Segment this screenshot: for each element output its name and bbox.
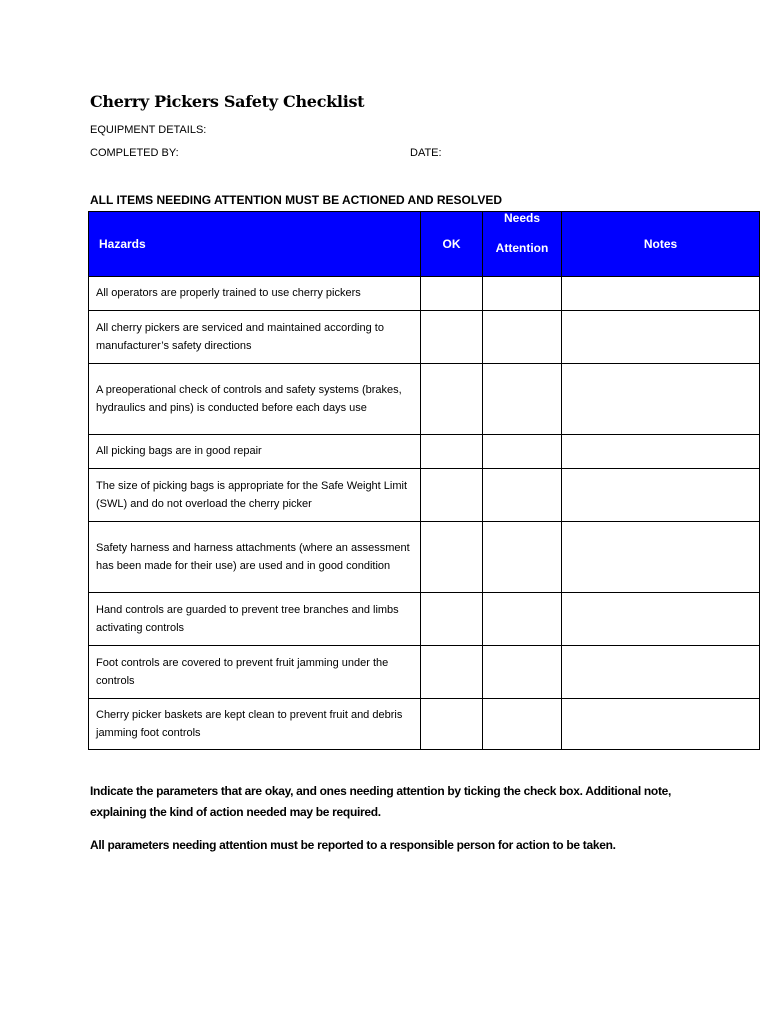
notes-cell[interactable] xyxy=(562,593,760,646)
needs-attention-checkbox-cell[interactable] xyxy=(483,699,562,750)
notes-cell[interactable] xyxy=(562,522,760,593)
table-row xyxy=(89,646,760,699)
table-row xyxy=(89,522,760,593)
hazard-cell: Foot controls are covered to prevent fruit jamming under the controls xyxy=(89,646,421,699)
hazard-cell: The size of picking bags is appropriate for the Safe Weight Limit (SWL) and do not overload the cherry picker xyxy=(89,469,421,522)
notes-cell[interactable] xyxy=(562,277,760,311)
needs-attention-checkbox-cell[interactable] xyxy=(483,469,562,522)
table-row xyxy=(89,277,760,311)
hazard-cell: A preoperational check of controls and safety systems (brakes, hydraulics and pins) is conducted before each days use xyxy=(89,364,421,435)
table-row xyxy=(89,435,760,469)
ok-checkbox-cell[interactable] xyxy=(421,364,483,435)
needs-attention-checkbox-cell[interactable] xyxy=(483,435,562,469)
hazard-cell: All cherry pickers are serviced and maintained according to manufacturer’s safety directions xyxy=(89,311,421,364)
notes-cell[interactable] xyxy=(562,646,760,699)
completed-by-label: COMPLETED BY: xyxy=(90,147,179,159)
ok-checkbox-cell[interactable] xyxy=(421,277,483,311)
table-row xyxy=(89,311,760,364)
column-header-needs-attention xyxy=(483,212,562,277)
needs-attention-checkbox-cell[interactable] xyxy=(483,646,562,699)
page-title: Cherry Pickers Safety Checklist xyxy=(90,92,365,111)
ok-checkbox-cell[interactable] xyxy=(421,699,483,750)
notes-cell[interactable] xyxy=(562,469,760,522)
table-row xyxy=(89,469,760,522)
notes-cell[interactable] xyxy=(562,364,760,435)
hazard-cell: All operators are properly trained to use cherry pickers xyxy=(89,277,421,311)
needs-attention-checkbox-cell[interactable] xyxy=(483,364,562,435)
ok-checkbox-cell[interactable] xyxy=(421,469,483,522)
column-header-hazards: Hazards xyxy=(89,212,421,277)
needs-attention-checkbox-cell[interactable] xyxy=(483,522,562,593)
table-row xyxy=(89,593,760,646)
needs-attention-checkbox-cell[interactable] xyxy=(483,593,562,646)
hazard-cell: Hand controls are guarded to prevent tree branches and limbs activating controls xyxy=(89,593,421,646)
notes-cell[interactable] xyxy=(562,435,760,469)
ok-checkbox-cell[interactable] xyxy=(421,593,483,646)
notes-cell[interactable] xyxy=(562,311,760,364)
needs-attention-checkbox-cell[interactable] xyxy=(483,277,562,311)
hazard-cell: All picking bags are in good repair xyxy=(89,435,421,469)
column-header-ok: OK xyxy=(421,212,483,277)
instructions-paragraph: Indicate the parameters that are okay, and ones needing attention by ticking the check box. Additional note, explaining the kind of action needed may be required. xyxy=(90,784,672,819)
safety-checklist-table xyxy=(88,211,760,750)
needs-header-line-1: Needs xyxy=(503,211,541,225)
needs-attention-checkbox-cell[interactable] xyxy=(483,311,562,364)
section-heading: ALL ITEMS NEEDING ATTENTION MUST BE ACTIONED AND RESOLVED xyxy=(90,193,503,207)
ok-checkbox-cell[interactable] xyxy=(421,522,483,593)
table-row xyxy=(89,699,760,750)
hazard-cell: Cherry picker baskets are kept clean to prevent fruit and debris jamming foot controls xyxy=(89,699,421,750)
table-header-row xyxy=(89,212,760,277)
ok-checkbox-cell[interactable] xyxy=(421,311,483,364)
table-row xyxy=(89,364,760,435)
equipment-details-label: EQUIPMENT DETAILS: xyxy=(90,124,207,136)
notes-cell[interactable] xyxy=(562,699,760,750)
needs-header-line-2: Attention xyxy=(495,241,549,255)
column-header-notes: Notes xyxy=(562,212,760,277)
hazard-cell: Safety harness and harness attachments (where an assessment has been made for their use) are used and in good condition xyxy=(89,522,421,593)
reporting-paragraph: All parameters needing attention must be reported to a responsible person for action to be taken. xyxy=(90,838,616,852)
ok-checkbox-cell[interactable] xyxy=(421,435,483,469)
ok-checkbox-cell[interactable] xyxy=(421,646,483,699)
date-label: DATE: xyxy=(410,147,442,159)
